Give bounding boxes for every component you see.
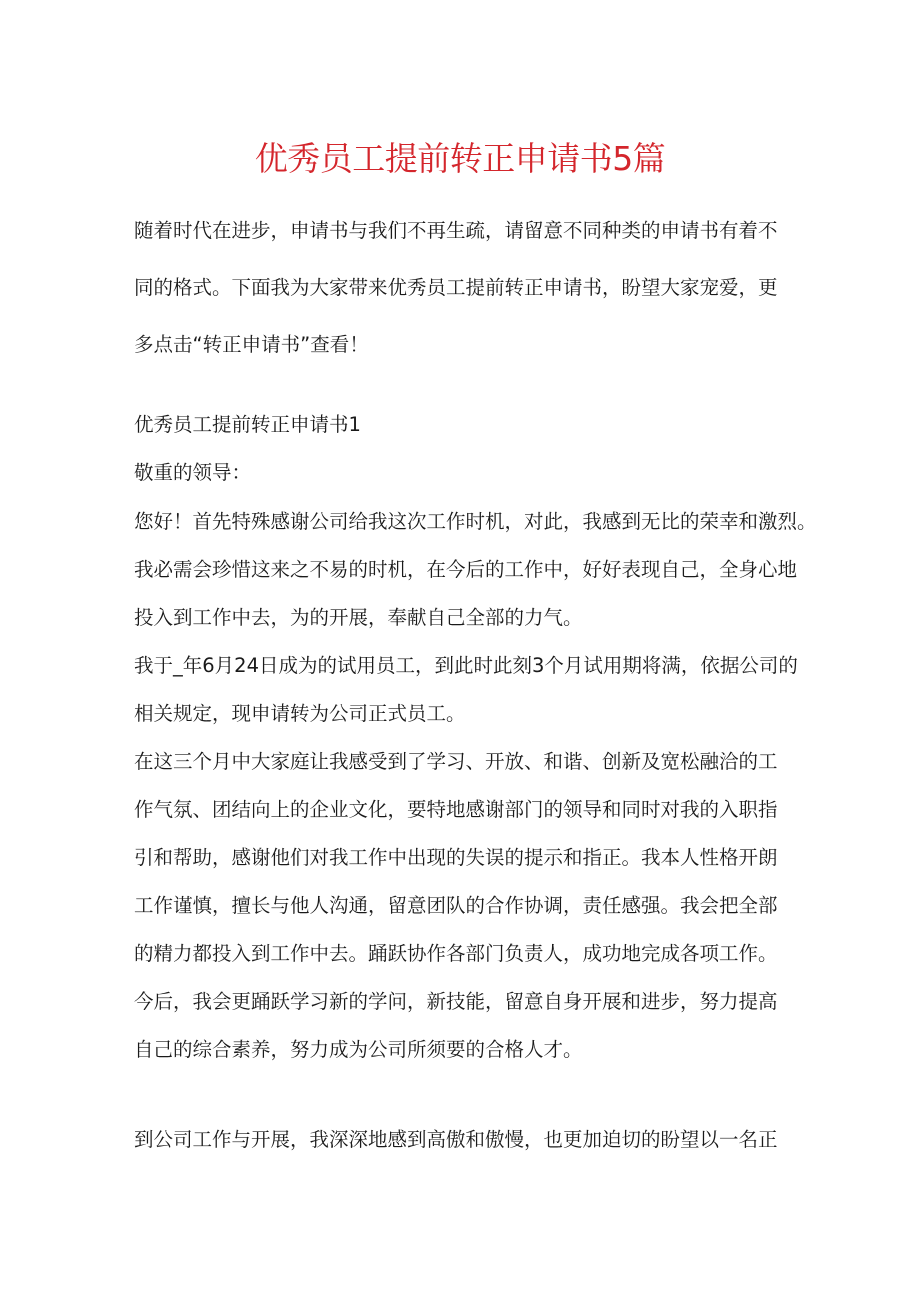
letter-paragraph-1 — [134, 507, 817, 632]
paragraph-line: 到公司工作与开展，我深深地感到高傲和傲慢，也更加迫切的盼望以一名正 — [134, 1128, 778, 1151]
intro-line: 多点击“转正申请书”查看！ — [134, 333, 369, 356]
paragraph-line: 在这三个月中大家庭让我感受到了学习、开放、和谐、创新及宽松融洽的工 — [134, 750, 778, 773]
document-title: 优秀员工提前转正申请书5篇 — [254, 139, 666, 178]
section-heading: 优秀员工提前转正申请书1 — [134, 413, 361, 436]
paragraph-line: 您好！首先特殊感谢公司给我这次工作时机，对此，我感到无比的荣幸和激烈。 — [134, 510, 817, 533]
letter-paragraph-4 — [134, 1125, 794, 1154]
letter-paragraph-2 — [134, 651, 798, 728]
intro-line: 随着时代在进步，申请书与我们不再生疏，请留意不同种类的申请书有着不 — [134, 219, 778, 242]
letter-paragraph-3 — [134, 747, 794, 1064]
intro-line: 同的格式。下面我为大家带来优秀员工提前转正申请书，盼望大家宠爱，更 — [134, 276, 778, 299]
paragraph-line: 今后，我会更踊跃学习新的学问，新技能，留意自身开展和进步，努力提高 — [134, 990, 778, 1013]
paragraph-line: 作气氛、团结向上的企业文化，要特地感谢部门的领导和同时对我的入职指 — [134, 798, 778, 821]
intro-paragraph — [134, 216, 794, 359]
paragraph-line: 工作谨慎，擅长与他人沟通，留意团队的合作协调，责任感强。我会把全部 — [134, 894, 778, 917]
paragraph-line: 自己的综合素养，努力成为公司所须要的合格人才。 — [134, 1038, 583, 1061]
paragraph-line: 我于_年6月24日成为的试用员工，到此时此刻3个月试用期将满，依据公司的 — [134, 654, 798, 677]
paragraph-line: 的精力都投入到工作中去。踊跃协作各部门负责人，成功地完成各项工作。 — [134, 942, 778, 965]
paragraph-line: 投入到工作中去，为的开展，奉献自己全部的力气。 — [134, 606, 583, 629]
salutation: 敬重的领导： — [134, 461, 252, 484]
paragraph-line: 我必需会珍惜这来之不易的时机，在今后的工作中，好好表现自己，全身心地 — [134, 558, 798, 581]
paragraph-line: 引和帮助，感谢他们对我工作中出现的失误的提示和指正。我本人性格开朗 — [134, 846, 778, 869]
paragraph-line: 相关规定，现申请转为公司正式员工。 — [134, 702, 466, 725]
